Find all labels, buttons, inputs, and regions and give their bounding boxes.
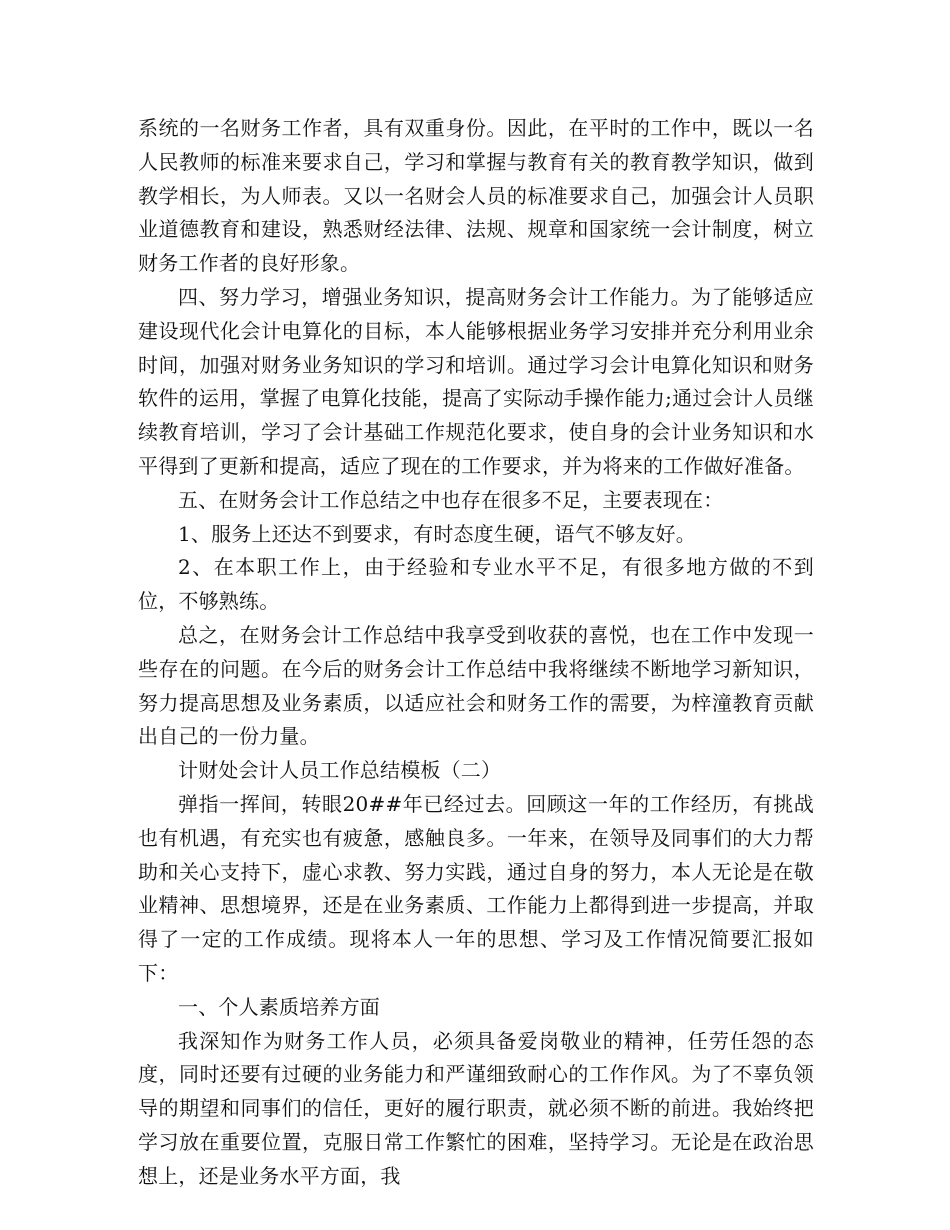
paragraph-continued-intro: 系统的一名财务工作者，具有双重身份。因此，在平时的工作中，既以一名人民教师的标准来要求自己，学习和掌握与教育有关的教育教学知识，做到教学相长，为人师表。又以一名财会人员的标准要求自己，加强会计人员职业道德教育和建设，熟悉财经法律、法规、规章和国家统一会计制度，树立财务工作者的良好形象。 (138, 116, 814, 276)
paragraph-item-two: 2、在本职工作上，由于经验和专业水平不足，有很多地方做的不到位，不够熟练。 (138, 555, 814, 614)
paragraph-personal-quality: 我深知作为财务工作人员，必须具备爱岗敬业的精神，任劳任怨的态度，同时还要有过硬的业务能力和严谨细致耐心的工作作风。为了不辜负领导的期望和同事们的信任，更好的履行职责，就必须不断的前进。我始终把学习放在重要位置，克服日常工作繁忙的困难，坚持学习。无论是在政治思想上，还是业务水平方面，我 (138, 1028, 814, 1188)
paragraph-conclusion: 总之，在财务会计工作总结中我享受到收获的喜悦，也在工作中发现一些存在的问题。在今后的财务会计工作总结中我将继续不断地学习新知识，努力提高思想及业务素质，以适应社会和财务工作的需要，为梓潼教育贡献出自己的一份力量。 (138, 622, 814, 749)
section-heading-template-two: 计财处会计人员工作总结模板（二） (178, 758, 502, 783)
paragraph-section-five: 五、在财务会计工作总结之中也存在很多不足，主要表现在： (178, 487, 724, 512)
paragraph-year-review: 弹指一挥间，转眼20##年已经过去。回顾这一年的工作经历，有挑战也有机遇，有充实也有疲惫，感触良多。一年来，在领导及同事们的大力帮助和关心支持下，虚心求教、努力实践，通过自身的努力，本人无论是在敬业精神、思想境界，还是在业务素质、工作能力上都得到进一步提高，并取得了一定的工作成绩。现将本人一年的思想、学习及工作情况简要汇报如下： (138, 791, 814, 985)
section-heading-personal-quality: 一、个人素质培养方面 (178, 994, 380, 1019)
document-body (138, 112, 814, 1194)
paragraph-section-four: 四、努力学习，增强业务知识，提高财务会计工作能力。为了能够适应建设现代化会计电算化的目标，本人能够根据业务学习安排并充分利用业余时间，加强对财务业务知识的学习和培训。通过学习会计电算化知识和财务软件的运用，掌握了电算化技能，提高了实际动手操作能力;通过会计人员继续教育培训，学习了会计基础工作规范化要求，使自身的会计业务知识和水平得到了更新和提高，适应了现在的工作要求，并为将来的工作做好准备。 (138, 284, 814, 478)
paragraph-item-one: 1、服务上还达不到要求，有时态度生硬，语气不够友好。 (178, 521, 696, 546)
